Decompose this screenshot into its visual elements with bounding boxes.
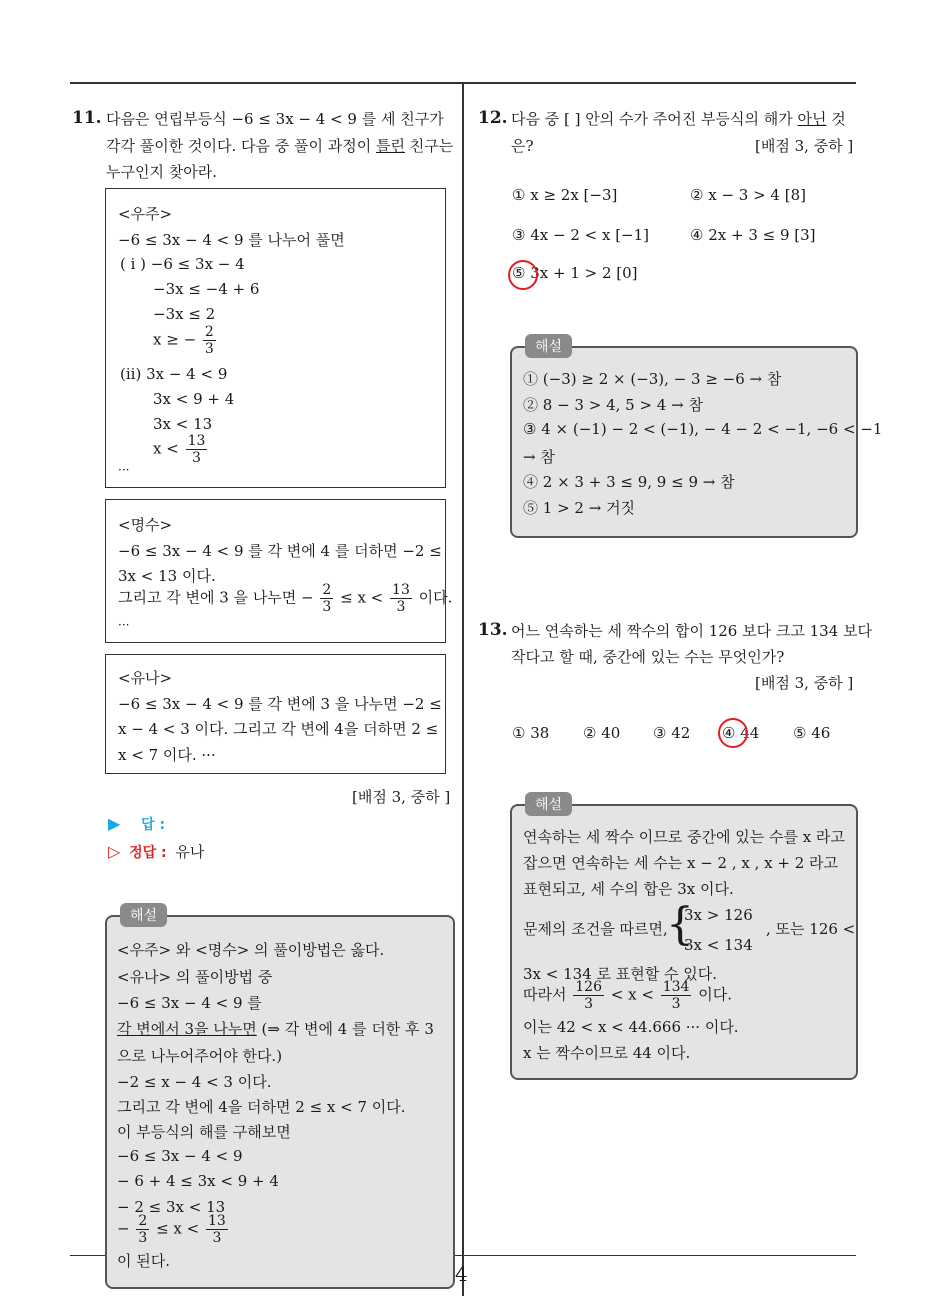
- woojoo-line-8: 3x < 13: [153, 415, 213, 433]
- q13-choice-4[interactable]: ④ 44: [722, 724, 760, 742]
- q13-sol-line-1: 연속하는 세 짝수 이므로 중간에 있는 수를 x 라고: [523, 828, 845, 846]
- myungsu-line-3-text: 그리고 각 변에 3 을 나누면 −: [118, 588, 314, 607]
- q12-choice-2[interactable]: ② x − 3 > 4 [8]: [690, 186, 806, 204]
- q12-choice-1[interactable]: ① x ≥ 2x [−3]: [512, 186, 618, 204]
- woojoo-line-6: (ii) 3x − 4 < 9: [120, 365, 228, 383]
- q13-answer-circle: [718, 718, 748, 748]
- q12-solution-box: [510, 346, 883, 538]
- q11-number: 11.: [72, 108, 102, 128]
- q12-solution-tag: 해설: [525, 334, 572, 358]
- myungsu-line-3: [118, 583, 452, 614]
- q11-sol-frac-1: [136, 1214, 149, 1245]
- frac-den: 3: [204, 341, 214, 357]
- q12-sol-line-3: ③ 4 × (−1) − 2 < (−1), − 4 − 2 < −1, −6 < −1: [523, 420, 883, 438]
- q11-sol-line-8: 이 부등식의 해를 구해보면: [117, 1123, 291, 1141]
- q13-choice-5[interactable]: ⑤ 46: [793, 724, 831, 742]
- column-divider: [462, 84, 464, 1296]
- myungsu-line-2: 3x < 13 이다.: [118, 567, 216, 585]
- q13-choice-3[interactable]: ③ 42: [653, 724, 691, 742]
- q11-sol-line-4: [117, 1018, 434, 1039]
- yuna-line-2: x − 4 < 3 이다. 그리고 각 변에 4을 더하면 2 ≤: [118, 720, 439, 738]
- q11-sol-line-4-rest: (⇒ 각 변에 4 를 더한 후 3: [256, 1020, 434, 1038]
- q13-sol-line-8: 이는 42 < x < 44.666 ··· 이다.: [523, 1018, 739, 1036]
- q13-sol-line-7: [523, 980, 732, 1011]
- myungsu-name: <명수>: [118, 516, 173, 534]
- q13-frac-1: [573, 980, 604, 1011]
- frac-num: 2: [204, 324, 214, 340]
- q11-sol-underlined: 각 변에서 3을 나누면: [117, 1020, 257, 1038]
- q11-sol-line-5: 으로 나누어주어야 한다.): [117, 1047, 283, 1065]
- woojoo-line-4: −3x ≤ 2: [153, 305, 216, 323]
- woojoo-line-5: [153, 325, 218, 356]
- frac-den: 3: [138, 1230, 148, 1246]
- woojoo-frac-2: [186, 434, 208, 465]
- q11-sol-line-12: [117, 1214, 230, 1245]
- frac-num: 2: [138, 1213, 148, 1229]
- play-icon: ▶: [108, 814, 121, 833]
- myungsu-line-3-mid: ≤ x <: [340, 588, 384, 607]
- frac-num: 126: [575, 979, 602, 995]
- q12-sol-line-1: ① (−3) ≥ 2 × (−3), − 3 ≥ −6 → 참: [523, 370, 782, 388]
- q11-correct-row: [108, 841, 204, 862]
- q13-sol-line-7-mid: < x <: [610, 985, 654, 1004]
- q11-answer-row: [108, 814, 165, 834]
- q12-sol-line-6: ⑤ 1 > 2 → 거짓: [523, 499, 636, 517]
- q11-text-line-3: 누구인지 찾아라.: [106, 163, 217, 181]
- frac-den: 3: [584, 996, 594, 1012]
- yuna-line-1: −6 ≤ 3x − 4 < 9 를 각 변에 3 을 나누면 −2 ≤: [118, 695, 442, 713]
- woojoo-line-9-text: x <: [153, 439, 179, 458]
- q13-sol-line-7-end: 이다.: [698, 985, 732, 1004]
- q11-sol-frac-2: [206, 1214, 228, 1245]
- q13-sol-cond-1: 3x > 126: [684, 906, 753, 924]
- q12-sol-line-5: ④ 2 × 3 + 3 ≤ 9, 9 ≤ 9 → 참: [523, 473, 735, 491]
- q13-number: 13.: [478, 620, 508, 640]
- woojoo-ellipsis: ···: [118, 463, 130, 477]
- q13-meta: [배점 3, 중하 ]: [755, 674, 854, 692]
- woojoo-line-2: ( i ) −6 ≤ 3x − 4: [120, 255, 245, 273]
- frac-den: 3: [396, 599, 406, 615]
- q13-choice-1[interactable]: ① 38: [512, 724, 550, 742]
- q11-sol-line-10: − 6 + 4 ≤ 3x < 9 + 4: [117, 1172, 279, 1190]
- q13-sol-cond-2: 3x < 134: [684, 936, 753, 954]
- woojoo-frac-1: [203, 325, 216, 356]
- answer-label: 답 :: [141, 817, 166, 833]
- q11-sol-line-2: <유나> 의 풀이방법 중: [117, 968, 273, 986]
- q11-sol-line-3: −6 ≤ 3x − 4 < 9 를: [117, 994, 262, 1012]
- yuna-line-3: x < 7 이다. ···: [118, 746, 216, 764]
- q12-sol-line-4: → 참: [523, 448, 555, 466]
- q11-text-line-1: 다음은 연립부등식 −6 ≤ 3x − 4 < 9 를 세 친구가: [106, 110, 444, 128]
- page-number: 4: [455, 1262, 468, 1286]
- q13-choice-2[interactable]: ② 40: [583, 724, 621, 742]
- outline-play-icon: ▷: [108, 842, 121, 861]
- q13-sol-line-3: 표현되고, 세 수의 합은 3x 이다.: [523, 880, 734, 898]
- myungsu-frac-2: [390, 583, 412, 614]
- q13-sol-line-4: 문제의 조건을 따르면,: [523, 920, 668, 938]
- frac-den: 3: [212, 1230, 222, 1246]
- frac-num: 2: [322, 582, 332, 598]
- woojoo-name: <우주>: [118, 205, 173, 223]
- q11-meta: [배점 3, 중하 ]: [352, 788, 451, 806]
- frac-den: 3: [322, 599, 332, 615]
- frac-num: 13: [392, 582, 410, 598]
- q11-sol-line-13: 이 된다.: [117, 1252, 171, 1270]
- q13-sol-line-5: , 또는 126 <: [766, 920, 856, 938]
- frac-num: 13: [187, 433, 206, 449]
- q11-text-line-2: 각각 풀이한 것이다. 다음 중 풀이 과정이 틀린 친구는: [106, 137, 454, 155]
- frac-den: 3: [192, 450, 201, 466]
- q13-sol-line-2: 잡으면 연속하는 세 수는 x − 2 , x , x + 2 라고: [523, 854, 839, 872]
- q13-text-line-2: 작다고 할 때, 중간에 있는 수는 무엇인가?: [511, 648, 785, 666]
- q12-answer-circle: [508, 260, 538, 290]
- q13-text-line-1: 어느 연속하는 세 짝수의 합이 126 보다 크고 134 보다: [511, 622, 872, 640]
- woojoo-box: [105, 188, 446, 488]
- q11-solution-tag: 해설: [120, 903, 167, 927]
- q13-frac-2: [661, 980, 692, 1011]
- q12-text-line-2: 은?: [511, 137, 534, 155]
- q11-sol-line-6: −2 ≤ x − 4 < 3 이다.: [117, 1073, 272, 1091]
- q11-sol-line-9: −6 ≤ 3x − 4 < 9: [117, 1147, 243, 1165]
- myungsu-line-3-end: 이다.: [418, 588, 453, 607]
- myungsu-ellipsis: ···: [118, 618, 130, 632]
- q12-number: 12.: [478, 108, 508, 128]
- q11-sol-line-7: 그리고 각 변에 4을 더하면 2 ≤ x < 7 이다.: [117, 1098, 406, 1116]
- q12-sol-line-2: ② 8 − 3 > 4, 5 > 4 → 참: [523, 396, 703, 414]
- frac-num: 13: [207, 1213, 226, 1229]
- woojoo-line-7: 3x < 9 + 4: [153, 390, 235, 408]
- q13-sol-line-7-text: 따라서: [523, 985, 567, 1004]
- q11-sol-minus: −: [117, 1219, 130, 1238]
- q11-sol-line-1: <우주> 와 <명수> 의 풀이방법은 옳다.: [117, 941, 385, 959]
- q12-text-line-1: 다음 중 [ ] 안의 수가 주어진 부등식의 해가 아닌 것: [511, 110, 846, 128]
- q12-choice-3[interactable]: ③ 4x − 2 < x [−1]: [512, 226, 650, 244]
- woojoo-line-3: −3x ≤ −4 + 6: [153, 280, 260, 298]
- q12-choice-4[interactable]: ④ 2x + 3 ≤ 9 [3]: [690, 226, 816, 244]
- frac-num: 134: [662, 979, 690, 995]
- yuna-name: <유나>: [118, 669, 173, 687]
- q13-solution-box: [510, 804, 858, 1080]
- q11-sol-line-11: − 2 ≤ 3x < 13: [117, 1198, 226, 1216]
- correct-value: 유나: [175, 843, 205, 861]
- q11-solution-box: [105, 915, 455, 1289]
- q13-solution-tag: 해설: [525, 792, 572, 816]
- yuna-box: [105, 654, 446, 774]
- q13-sol-line-6: 3x < 134 로 표현할 수 있다.: [523, 965, 718, 983]
- q13-sol-line-9: x 는 짝수이므로 44 이다.: [523, 1044, 691, 1062]
- myungsu-line-1: −6 ≤ 3x − 4 < 9 를 각 변에 4 를 더하면 −2 ≤: [118, 542, 442, 560]
- frac-den: 3: [671, 996, 681, 1012]
- correct-label: 정답 :: [129, 845, 167, 861]
- myungsu-frac-1: [320, 583, 333, 614]
- q12-meta: [배점 3, 중하 ]: [755, 137, 854, 155]
- q13-brace: {: [666, 899, 694, 950]
- woojoo-line-9: [153, 434, 209, 465]
- myungsu-box: [105, 499, 453, 643]
- woojoo-line-1: −6 ≤ 3x − 4 < 9 를 나누어 풀면: [118, 231, 345, 249]
- q12-choice-5[interactable]: ⑤ 3x + 1 > 2 [0]: [512, 264, 638, 282]
- woojoo-line-5-text: x ≥ −: [153, 330, 197, 349]
- q11-sol-line-12-mid: ≤ x <: [156, 1219, 200, 1238]
